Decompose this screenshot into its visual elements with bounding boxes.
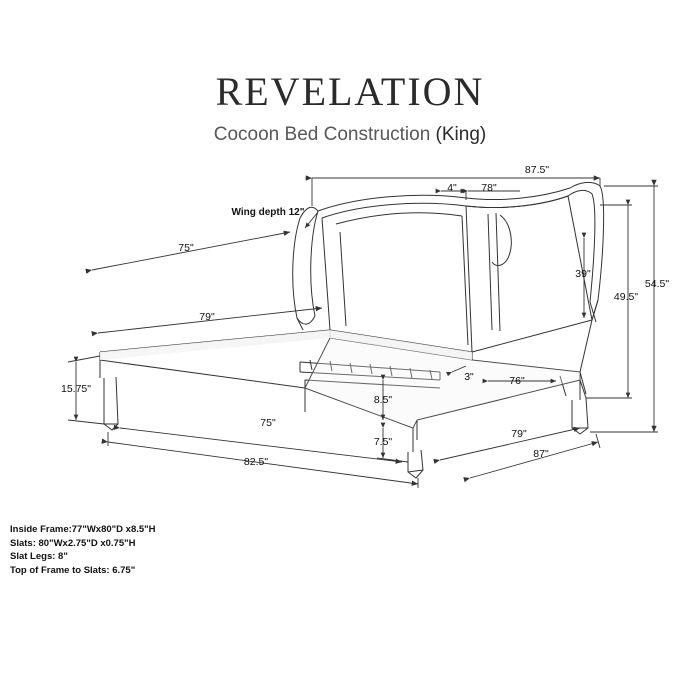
- dim-label-inside-frame-height: 8.5": [373, 394, 393, 406]
- spec-slat-legs: Slat Legs: 8": [10, 551, 68, 562]
- page-title: REVELATION: [215, 69, 485, 114]
- subtitle-size: (King): [435, 124, 487, 145]
- dim-label-headboard-offset: 4": [447, 182, 457, 194]
- spec-slats: Slats: 80"Wx2.75"D x0.75"H: [10, 537, 136, 549]
- dim-label-overall-side: 87": [533, 448, 549, 460]
- dim-label-slat-thickness: 3": [464, 371, 474, 383]
- dim-label-side-depth: 79": [511, 428, 527, 440]
- spec-frame-to-slats: Top of Frame to Slats: 6.75": [10, 564, 136, 576]
- dim-label-leg-height: 7.5": [373, 436, 393, 448]
- dimension-lines: [68, 178, 658, 488]
- bed-geometry: [100, 182, 604, 478]
- dim-label-overall-width-top: 87.5": [524, 164, 550, 176]
- dim-label-frame-height: 15.75": [60, 383, 92, 395]
- spec-inside-frame: Inside Frame:77"Wx80"D x8.5"H: [10, 524, 156, 535]
- dim-label-headboard-inner-width: 78": [481, 182, 497, 194]
- dimension-labels: [61, 164, 669, 468]
- dim-label-total-height: 54.5": [644, 278, 670, 290]
- dim-label-mattress-width: 76": [509, 375, 525, 387]
- dim-label-headboard-total-height: 49.5": [613, 291, 639, 303]
- dim-label-frame-length: 75": [260, 417, 276, 429]
- subtitle-main: Cocoon Bed Construction: [213, 124, 431, 145]
- dim-label-frame-depth-upper: 79": [199, 311, 215, 323]
- dim-label-headboard-diagonal: 75": [178, 242, 194, 254]
- dim-label-overall-length: 82.5": [243, 456, 269, 468]
- dim-label-headboard-height: 39": [575, 268, 591, 280]
- specifications-list: [10, 523, 156, 577]
- dim-label-wing-depth: Wing depth 12": [231, 207, 305, 218]
